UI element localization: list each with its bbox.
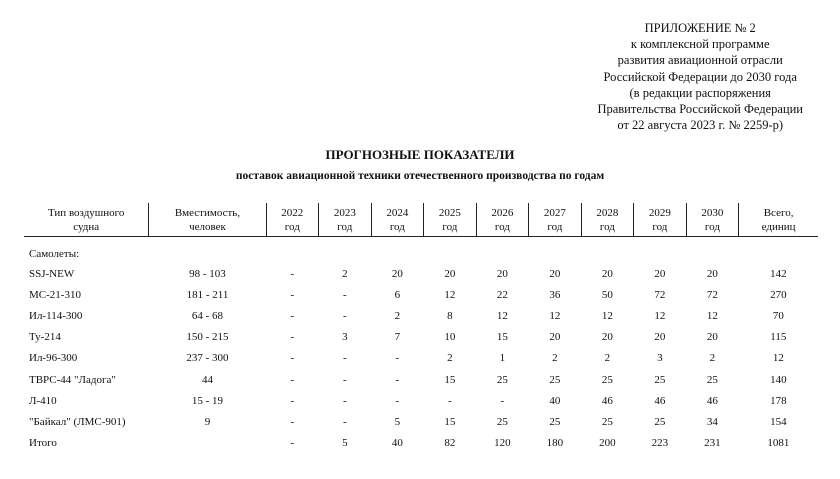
table-cell: 25 bbox=[654, 415, 666, 428]
table-cell: 2 bbox=[342, 267, 348, 280]
table-cell: 20 bbox=[444, 267, 456, 280]
table-row bbox=[24, 369, 818, 390]
table-cell: - bbox=[342, 352, 347, 365]
table-cell: 40 bbox=[549, 394, 561, 407]
aircraft-name-cell: Ил-114-300 bbox=[29, 309, 83, 322]
header-aircraft-type: Тип воздушного судна bbox=[24, 203, 149, 237]
table-cell: - bbox=[342, 415, 347, 428]
table-cell: 12 bbox=[601, 309, 613, 322]
table-cell: 25 bbox=[496, 373, 508, 386]
table-cell: 12 bbox=[496, 309, 508, 322]
header-year-2025: 2025 год bbox=[424, 203, 477, 237]
table-cell: 25 bbox=[706, 373, 718, 386]
capacity-cell: 150 - 215 bbox=[186, 331, 229, 344]
table-cell: 20 bbox=[654, 267, 666, 280]
table-cell: 25 bbox=[654, 373, 666, 386]
table-cell: - bbox=[290, 288, 295, 301]
document-subtitle: поставок авиационной техники отечественного производства по годам bbox=[235, 170, 605, 182]
table-cell: 20 bbox=[654, 331, 666, 344]
table-cell: 25 bbox=[549, 415, 561, 428]
aircraft-name-cell: SSJ-NEW bbox=[29, 267, 75, 280]
table-cell: 25 bbox=[601, 373, 613, 386]
aircraft-name-cell: Ту-214 bbox=[29, 331, 61, 344]
table-cell: 120 bbox=[494, 437, 511, 450]
capacity-cell bbox=[149, 433, 266, 454]
table-row bbox=[24, 348, 818, 369]
table-cell: - bbox=[342, 373, 347, 386]
table-cell: 25 bbox=[601, 415, 613, 428]
table-cell: - bbox=[395, 394, 400, 407]
document-title: ПРОГНОЗНЫЕ ПОКАЗАТЕЛИ bbox=[325, 147, 515, 162]
table-cell: 231 bbox=[704, 437, 721, 450]
table-cell: 25 bbox=[549, 373, 561, 386]
table-cell: 20 bbox=[549, 267, 561, 280]
table-cell: 8 bbox=[447, 309, 453, 322]
table-cell: 20 bbox=[391, 267, 403, 280]
header-year-2029: 2029 год bbox=[634, 203, 687, 237]
table-cell: 2 bbox=[709, 352, 716, 365]
table-cell: 12 bbox=[549, 309, 561, 322]
table-cell: 72 bbox=[706, 288, 718, 301]
aircraft-name-cell: Л-410 bbox=[29, 394, 57, 407]
table-cell: 82 bbox=[444, 437, 456, 450]
aircraft-name-cell: МС-21-310 bbox=[29, 288, 81, 301]
table-cell: 20 bbox=[706, 331, 718, 344]
table-cell: - bbox=[290, 352, 295, 365]
appendix-line: развития авиационной отрасли bbox=[617, 53, 783, 68]
table-cell: 180 bbox=[546, 437, 564, 450]
aircraft-name-cell: Ил-96-300 bbox=[29, 352, 78, 365]
appendix-line: ПРИЛОЖЕНИЕ № 2 bbox=[644, 21, 756, 35]
table-cell: 22 bbox=[496, 288, 508, 301]
header-year-2027: 2027 год bbox=[529, 203, 582, 237]
table-cell: 40 bbox=[391, 437, 403, 450]
table-cell: 2 bbox=[447, 352, 453, 365]
capacity-cell: 9 bbox=[204, 415, 211, 428]
table-cell: 178 bbox=[770, 394, 787, 407]
header-year-2024: 2024 год bbox=[371, 203, 424, 237]
table-cell: 140 bbox=[770, 373, 787, 386]
appendix-line: Правительства Российской Федерации bbox=[597, 102, 803, 117]
appendix-line: к комплексной программе bbox=[630, 37, 770, 52]
table-cell: - bbox=[290, 437, 295, 450]
table-row bbox=[24, 305, 818, 326]
table-row bbox=[24, 263, 818, 284]
table-row bbox=[24, 327, 818, 348]
table-cell: 2 bbox=[604, 352, 611, 365]
table-cell: - bbox=[395, 352, 400, 365]
table-cell: 36 bbox=[549, 288, 561, 301]
section-label: Самолеты: bbox=[29, 248, 80, 260]
table-cell: 50 bbox=[601, 288, 613, 301]
table-cell: 34 bbox=[706, 415, 718, 428]
table-cell: 72 bbox=[654, 288, 666, 301]
table-cell: - bbox=[448, 394, 452, 407]
table-cell: 270 bbox=[770, 288, 787, 301]
section-row-airplanes bbox=[24, 237, 818, 264]
table-row bbox=[24, 390, 818, 411]
header-capacity: Вместимость, человек bbox=[149, 203, 266, 237]
table-cell: 20 bbox=[496, 267, 508, 280]
table-cell: - bbox=[290, 331, 295, 344]
table-cell: - bbox=[395, 373, 400, 386]
table-cell: - bbox=[342, 288, 347, 301]
header-total: Всего, единиц bbox=[739, 203, 818, 237]
header-year-2023: 2023 год bbox=[319, 203, 372, 237]
capacity-cell: 64 - 68 bbox=[191, 309, 224, 322]
table-cell: 12 bbox=[706, 309, 718, 322]
capacity-cell: 237 - 300 bbox=[186, 352, 229, 365]
table-cell: 6 bbox=[394, 288, 401, 301]
table-cell: 5 bbox=[394, 415, 401, 428]
table-cell: 12 bbox=[444, 288, 456, 301]
delivery-forecast-table bbox=[24, 203, 818, 454]
header-year-2022: 2022 год bbox=[266, 203, 319, 237]
table-cell: 15 bbox=[496, 331, 508, 344]
table-cell: - bbox=[290, 309, 295, 322]
table-cell: - bbox=[290, 415, 295, 428]
table-cell: 1081 bbox=[767, 437, 790, 450]
table-cell: - bbox=[290, 373, 295, 386]
table-cell: 2 bbox=[552, 352, 558, 365]
table-cell: 46 bbox=[706, 394, 718, 407]
table-cell: 12 bbox=[772, 352, 784, 365]
table-cell: 2 bbox=[394, 309, 401, 322]
appendix-header bbox=[597, 20, 803, 133]
table-cell: - bbox=[342, 394, 347, 407]
table-cell: - bbox=[500, 394, 505, 407]
appendix-line: от 22 августа 2023 г. № 2259-р) bbox=[617, 118, 784, 133]
appendix-line: Российской Федерации до 2030 года bbox=[603, 69, 797, 84]
table-cell: - bbox=[290, 394, 295, 407]
table-cell: 5 bbox=[342, 437, 348, 450]
table-row bbox=[24, 284, 818, 305]
table-cell: 15 bbox=[444, 415, 456, 428]
aircraft-name-cell: ТВРС-44 "Ладога" bbox=[29, 373, 116, 386]
aircraft-name-cell: Итого bbox=[29, 437, 57, 450]
capacity-cell: 181 - 211 bbox=[186, 288, 229, 301]
table-cell: 20 bbox=[706, 267, 718, 280]
table-cell: 10 bbox=[444, 331, 456, 344]
header-year-2030: 2030 год bbox=[686, 203, 739, 237]
table-cell: 46 bbox=[654, 394, 666, 407]
table-cell: 115 bbox=[770, 331, 787, 344]
table-cell: 25 bbox=[496, 415, 508, 428]
table-header-row bbox=[24, 203, 818, 237]
table-cell: 15 bbox=[444, 373, 456, 386]
table-cell: 46 bbox=[601, 394, 613, 407]
table-cell: 200 bbox=[599, 437, 616, 450]
header-year-2026: 2026 год bbox=[476, 203, 529, 237]
table-cell: 142 bbox=[770, 267, 787, 280]
table-cell: 154 bbox=[770, 415, 787, 428]
table-cell: 7 bbox=[394, 331, 401, 344]
aircraft-name-cell: "Байкал" (ЛМС-901) bbox=[29, 415, 126, 428]
capacity-cell: 15 - 19 bbox=[191, 394, 224, 407]
table-cell: 70 bbox=[772, 309, 784, 322]
table-cell: - bbox=[342, 309, 347, 322]
table-cell: - bbox=[290, 267, 295, 280]
appendix-line: (в редакции распоряжения bbox=[629, 85, 771, 100]
table-cell: 12 bbox=[654, 309, 666, 322]
capacity-cell: 98 - 103 bbox=[189, 267, 226, 280]
table-cell: 223 bbox=[651, 437, 669, 450]
table-cell: 3 bbox=[342, 331, 348, 344]
total-row bbox=[24, 433, 818, 454]
table-cell: 1 bbox=[499, 352, 506, 365]
table-cell: 20 bbox=[601, 267, 613, 280]
table-cell: 20 bbox=[601, 331, 613, 344]
capacity-cell: 44 bbox=[201, 373, 213, 386]
table-row bbox=[24, 411, 818, 432]
header-year-2028: 2028 год bbox=[581, 203, 634, 237]
table-cell: 3 bbox=[657, 352, 663, 365]
table-cell: 20 bbox=[549, 331, 561, 344]
